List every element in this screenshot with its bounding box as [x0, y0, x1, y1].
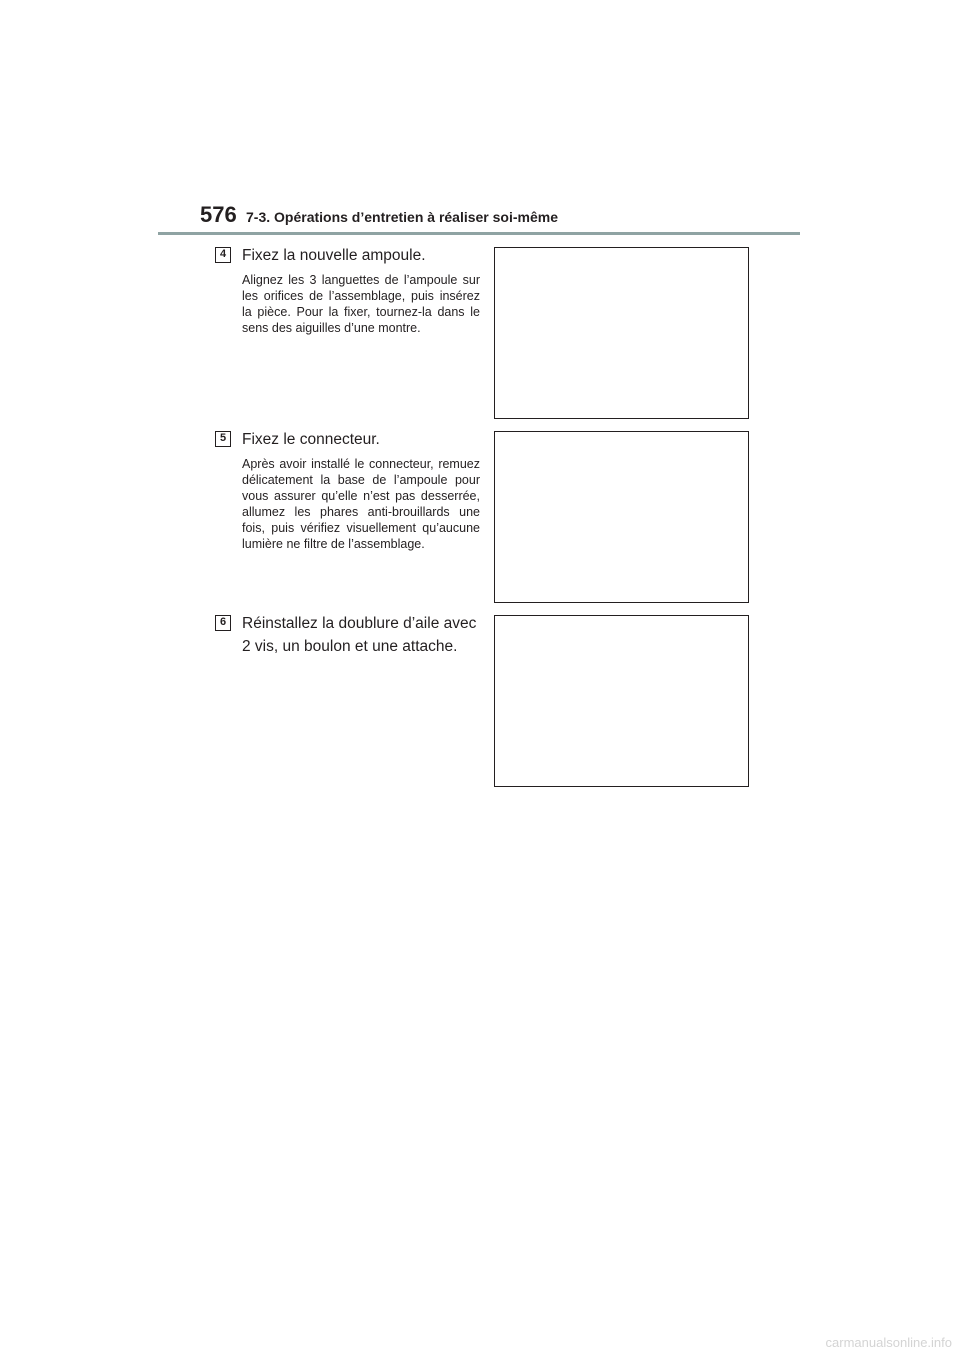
- header-rule: [158, 232, 800, 235]
- step-4-illustration: [494, 247, 749, 419]
- step-description: Alignez les 3 languettes de l’ampoule sur les orifices de l’assemblage, puis insérez la pièce. Pour la fixer, tournez-la dans le sens des aiguilles d’une montre.: [242, 273, 480, 335]
- step-6-illustration: [494, 615, 749, 787]
- watermark: carmanualsonline.info: [825, 1335, 952, 1350]
- step-number-badge: 4: [215, 247, 231, 263]
- step-number-badge: 6: [215, 615, 231, 631]
- step-number-badge: 5: [215, 431, 231, 447]
- chapter-title: 7-3. Opérations d’entretien à réaliser soi-même: [246, 209, 559, 225]
- page-number: 576: [200, 202, 237, 227]
- step-5-illustration: [494, 431, 749, 603]
- step-description: Après avoir installé le connecteur, remuez délicatement la base de l’ampoule pour vous assurer qu’elle n’est pas desserrée, allumez les phares anti-brouillards une fois, puis vérifiez visuellement qu’aucune lumière ne filtre de l’assemblage.: [242, 457, 480, 551]
- step-title: Fixez le connecteur.: [242, 431, 380, 448]
- page-header: [200, 202, 800, 236]
- step-title: Réinstallez la doublure d’aile avec 2 vis, un boulon et une attache.: [242, 615, 477, 655]
- step-title: Fixez la nouvelle ampoule.: [242, 247, 426, 264]
